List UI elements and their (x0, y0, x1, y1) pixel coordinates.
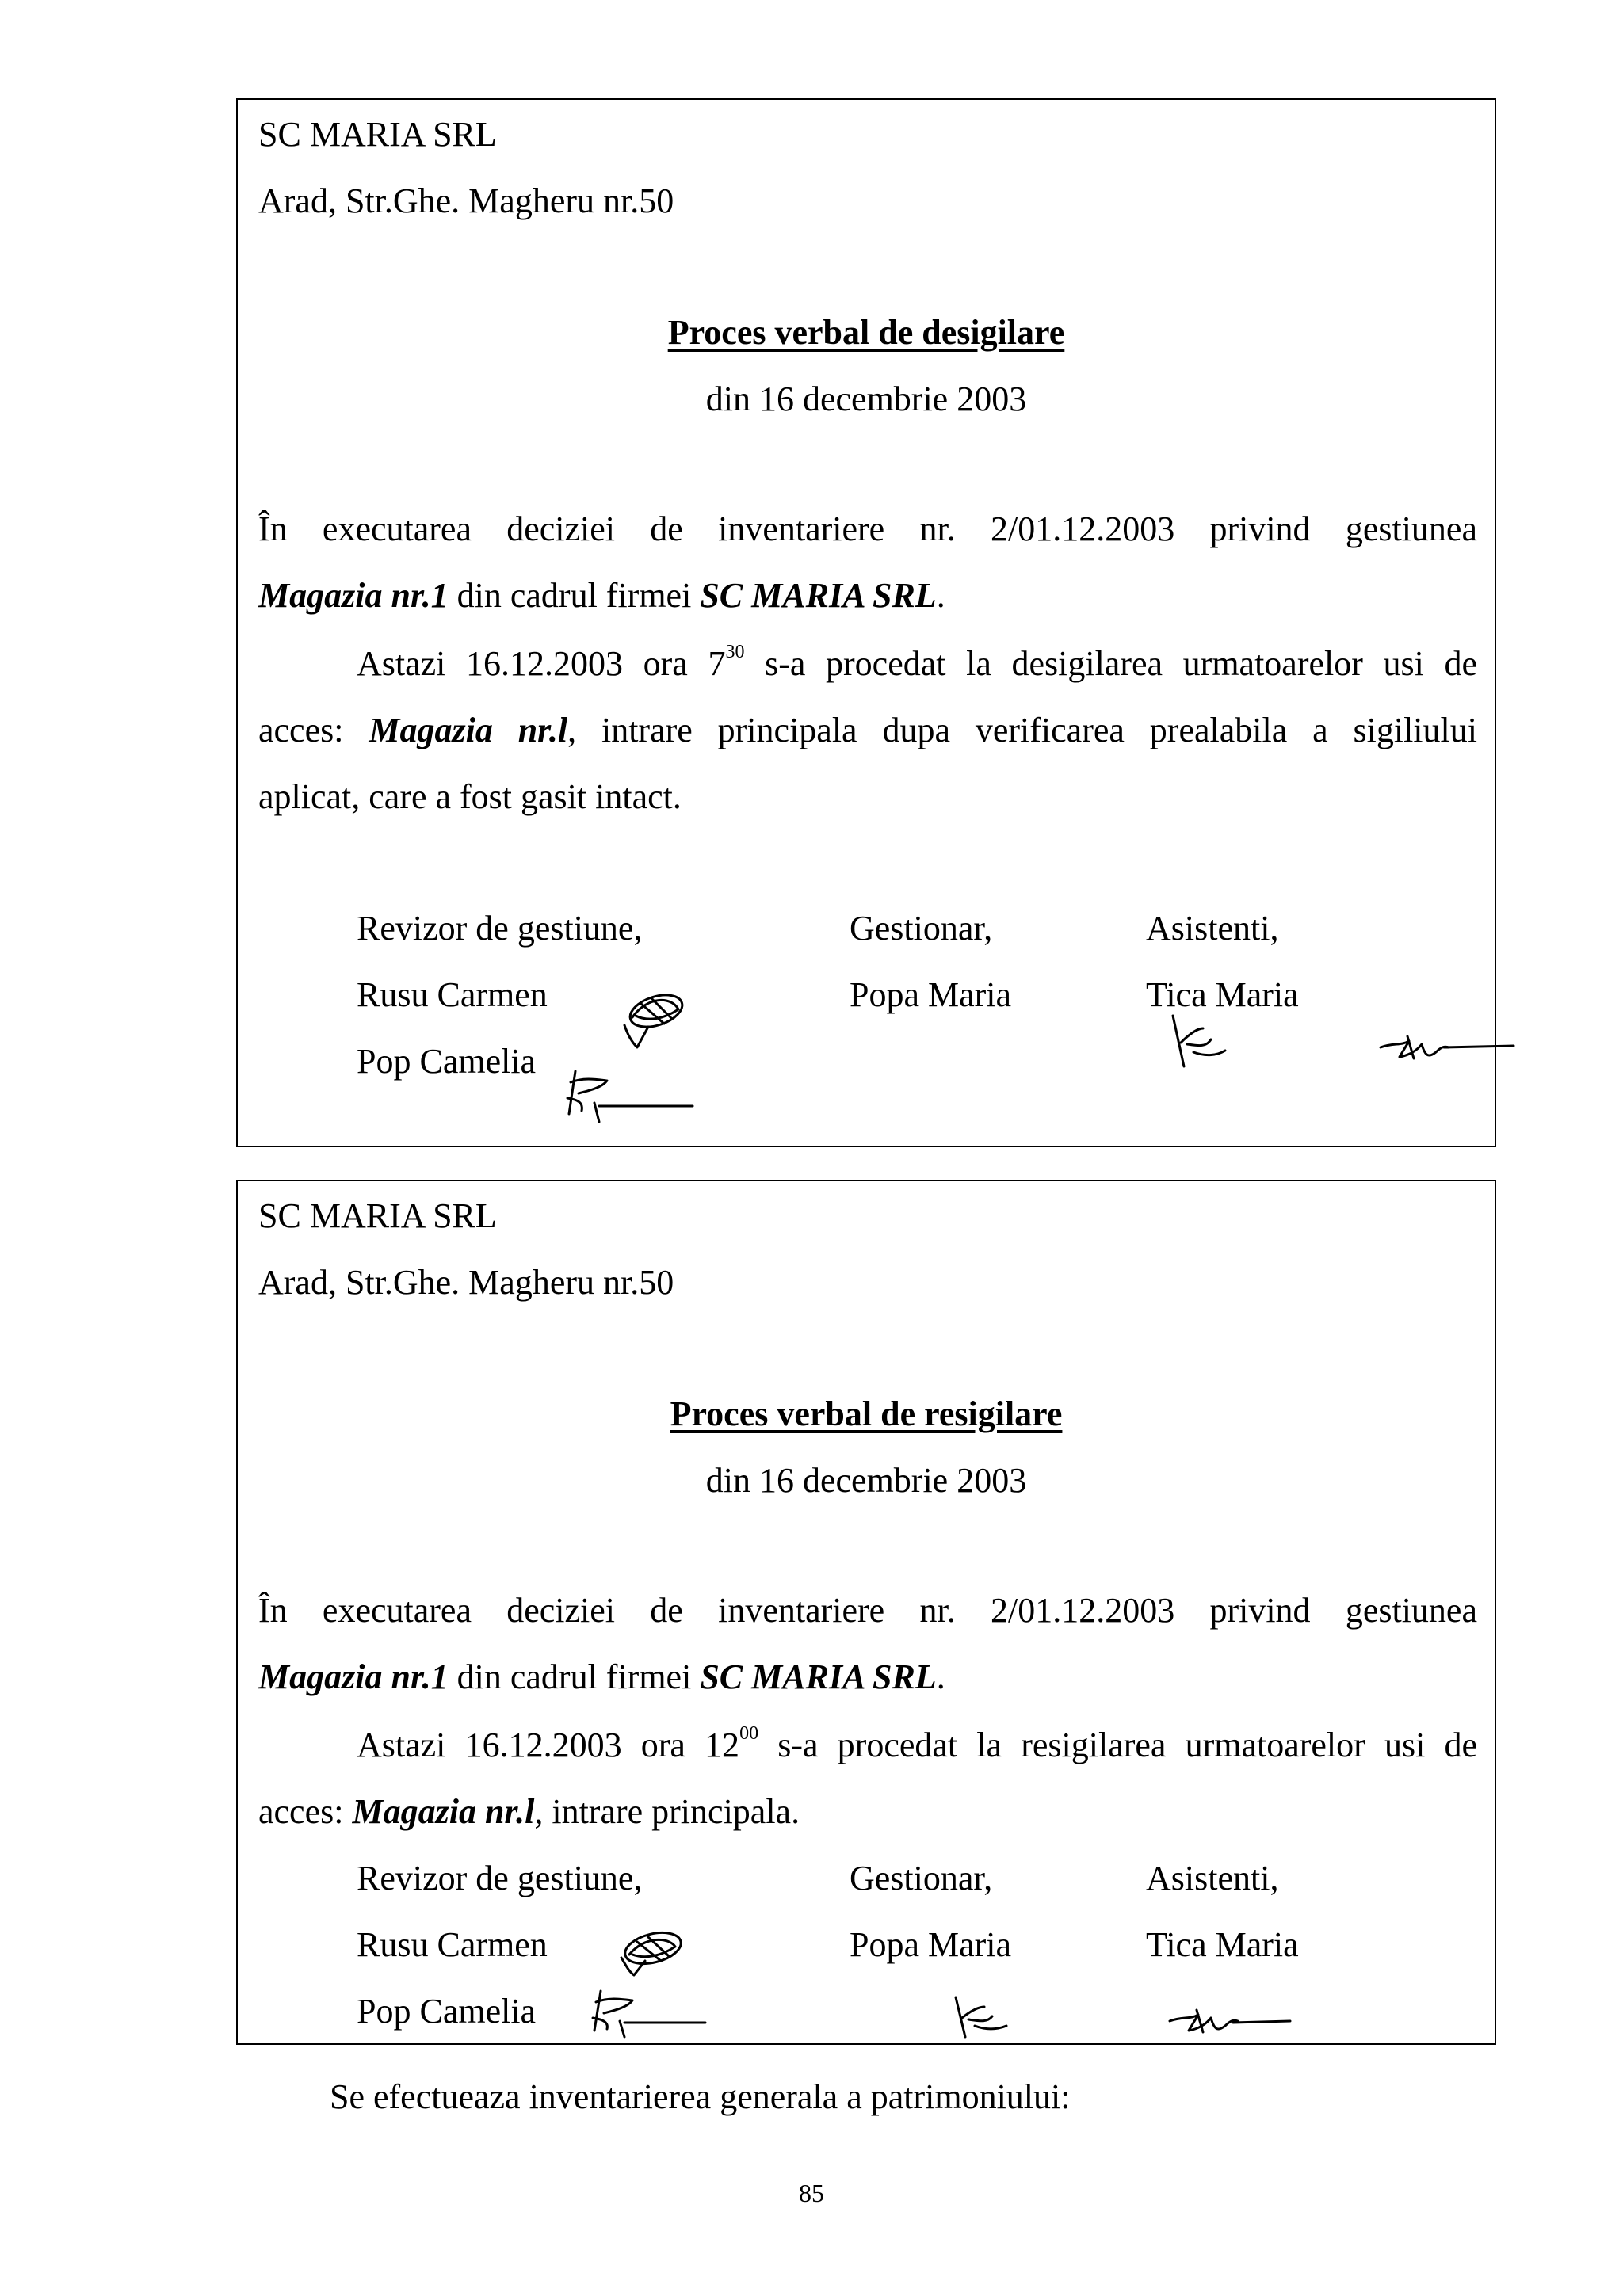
record-title: Proces verbal de desigilare (667, 313, 1065, 352)
company-name: SC MARIA SRL (258, 115, 497, 154)
signer-popa-maria: Popa Maria (850, 975, 1012, 1014)
firm-name: SC MARIA SRL (700, 1657, 937, 1696)
resigilare-record-box (236, 1180, 1496, 2045)
signer-rusu-carmen: Rusu Carmen (357, 1925, 548, 1964)
closing-sentence: Se efectueaza inventarierea generala a patrimoniului: (330, 2077, 1071, 2116)
signer-rusu-carmen: Rusu Carmen (357, 975, 548, 1014)
time-minutes: 00 (739, 1723, 759, 1744)
record-title: Proces verbal de resigilare (670, 1394, 1063, 1433)
signature-pop-camelia (586, 1986, 713, 2042)
label-gestionar: Gestionar, (850, 909, 993, 948)
signature-pop-camelia (559, 1066, 702, 1130)
signer-tica-maria: Tica Maria (1146, 975, 1299, 1014)
signature-popa-maria (951, 1993, 1030, 2048)
paragraph-resealing-line1: Astazi 16.12.2003 ora $12^{00}$ s-a procedat la resigilarea urmatoarelor usi de (357, 1723, 1477, 1764)
company-name: SC MARIA SRL (258, 1196, 497, 1235)
paragraph-unsealing-line2: acces: Magazia nr.l, intrare principala dupa verificarea prealabila a sigiliului (258, 711, 1477, 749)
signer-pop-camelia: Pop Camelia (357, 1992, 537, 2031)
time-minutes: 30 (725, 642, 745, 662)
warehouse-name: Magazia nr.1 (258, 576, 449, 615)
paragraph-decision-line2: Magazia nr.1 din cadrul firmei SC MARIA SRL. (258, 1657, 945, 1696)
page-number: 85 (799, 2179, 824, 2207)
paragraph-unsealing-line1: Astazi 16.12.2003 ora $7^{30}$ s-a procedat la desigilarea urmatoarelor usi de (357, 642, 1478, 683)
signature-rusu-carmen (610, 1926, 697, 1981)
paragraph-decision-line1: În executarea deciziei de inventariere nr. 2/01.12.2003 privind gestiunea (258, 509, 1477, 548)
signature-rusu-carmen (617, 987, 704, 1066)
paragraph-decision-line1: În executarea deciziei de inventariere nr. 2/01.12.2003 privind gestiunea (258, 1591, 1477, 1630)
label-revizor: Revizor de gestiune, (357, 1859, 643, 1897)
company-address: Arad, Str.Ghe. Magheru nr.50 (258, 181, 674, 220)
record-date: din 16 decembrie 2003 (705, 1461, 1027, 1500)
paragraph-resealing-line2: acces: Magazia nr.l, intrare principala. (258, 1792, 800, 1831)
signer-pop-camelia: Pop Camelia (357, 1042, 537, 1081)
label-asistenti: Asistenti, (1146, 1859, 1279, 1897)
signature-tica-maria (1377, 1024, 1520, 1071)
label-asistenti: Asistenti, (1146, 909, 1279, 948)
label-revizor: Revizor de gestiune, (357, 909, 643, 948)
desigilare-record-box (236, 98, 1496, 1147)
signer-tica-maria: Tica Maria (1146, 1925, 1299, 1964)
firm-name: SC MARIA SRL (700, 576, 937, 615)
paragraph-decision-line2: Magazia nr.1 din cadrul firmei SC MARIA SRL. (258, 576, 945, 615)
company-address: Arad, Str.Ghe. Magheru nr.50 (258, 1263, 674, 1302)
warehouse-name: Magazia nr.1 (258, 1657, 449, 1696)
paragraph-unsealing-line3: aplicat, care a fost gasit intact. (258, 777, 682, 816)
record-date: din 16 decembrie 2003 (705, 379, 1027, 418)
signature-tica-maria (1167, 2000, 1293, 2040)
signer-popa-maria: Popa Maria (850, 1925, 1012, 1964)
label-gestionar: Gestionar, (850, 1859, 993, 1897)
signature-popa-maria (1167, 1011, 1246, 1090)
